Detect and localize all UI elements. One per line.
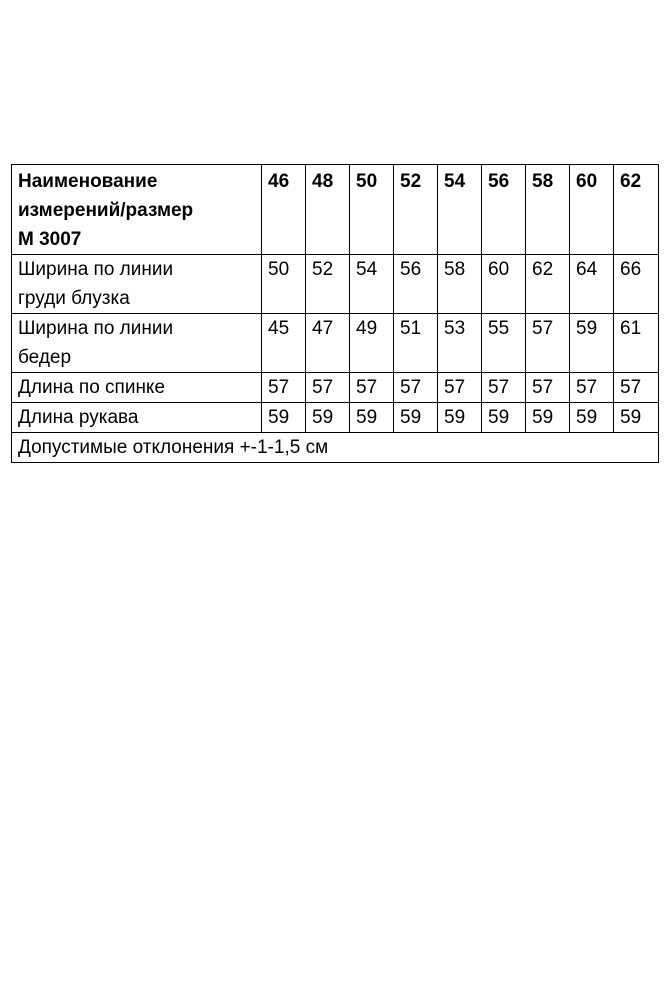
value-cell: 53 [438, 314, 482, 373]
size-header-cell: 48 [306, 165, 350, 255]
row-label-cell [12, 314, 262, 373]
value-cell: 59 [438, 403, 482, 433]
value-cell: 66 [614, 255, 659, 314]
table-header-row [12, 165, 659, 255]
row-label-line: Ширина по линии [18, 259, 174, 280]
value-cell: 59 [526, 403, 570, 433]
row-label-cell [12, 373, 262, 403]
value-cell: 57 [262, 373, 306, 403]
value-cell: 58 [438, 255, 482, 314]
header-label-cell [12, 165, 262, 255]
value-cell: 51 [394, 314, 438, 373]
table-row [12, 314, 659, 373]
value-cell: 62 [526, 255, 570, 314]
value-cell: 57 [438, 373, 482, 403]
tolerance-note-row [12, 433, 659, 463]
value-cell: 57 [570, 373, 614, 403]
value-cell: 59 [262, 403, 306, 433]
row-label-line: бедер [18, 347, 72, 368]
row-label-cell [12, 255, 262, 314]
value-cell: 47 [306, 314, 350, 373]
size-header-cell: 46 [262, 165, 306, 255]
row-label-cell [12, 403, 262, 433]
value-cell: 57 [350, 373, 394, 403]
size-header-cell: 58 [526, 165, 570, 255]
value-cell: 60 [482, 255, 526, 314]
value-cell: 59 [614, 403, 659, 433]
table-row [12, 373, 659, 403]
row-label-line: Длина рукава [18, 407, 139, 428]
value-cell: 56 [394, 255, 438, 314]
value-cell: 59 [394, 403, 438, 433]
value-cell: 57 [306, 373, 350, 403]
tolerance-note: Допустимые отклонения +-1-1,5 см [12, 433, 659, 463]
size-chart-table [11, 164, 659, 463]
row-label-line: Ширина по линии [18, 318, 174, 339]
size-header-cell: 50 [350, 165, 394, 255]
value-cell: 57 [614, 373, 659, 403]
value-cell: 61 [614, 314, 659, 373]
value-cell: 57 [526, 314, 570, 373]
value-cell: 57 [394, 373, 438, 403]
value-cell: 57 [526, 373, 570, 403]
value-cell: 59 [482, 403, 526, 433]
header-label-line: Наименование [18, 171, 158, 192]
header-label-line: М 3007 [18, 229, 82, 250]
value-cell: 52 [306, 255, 350, 314]
value-cell: 45 [262, 314, 306, 373]
size-header-cell: 56 [482, 165, 526, 255]
size-header-cell: 60 [570, 165, 614, 255]
value-cell: 59 [570, 403, 614, 433]
value-cell: 59 [350, 403, 394, 433]
value-cell: 49 [350, 314, 394, 373]
row-label-line: груди блузка [18, 288, 130, 309]
value-cell: 59 [306, 403, 350, 433]
table-row [12, 255, 659, 314]
value-cell: 50 [262, 255, 306, 314]
table-row [12, 403, 659, 433]
size-header-cell: 62 [614, 165, 659, 255]
row-label-line: Длина по спинке [18, 377, 166, 398]
value-cell: 54 [350, 255, 394, 314]
value-cell: 59 [570, 314, 614, 373]
size-header-cell: 52 [394, 165, 438, 255]
value-cell: 57 [482, 373, 526, 403]
value-cell: 64 [570, 255, 614, 314]
value-cell: 55 [482, 314, 526, 373]
size-header-cell: 54 [438, 165, 482, 255]
header-label-line: измерений/размер [18, 200, 194, 221]
